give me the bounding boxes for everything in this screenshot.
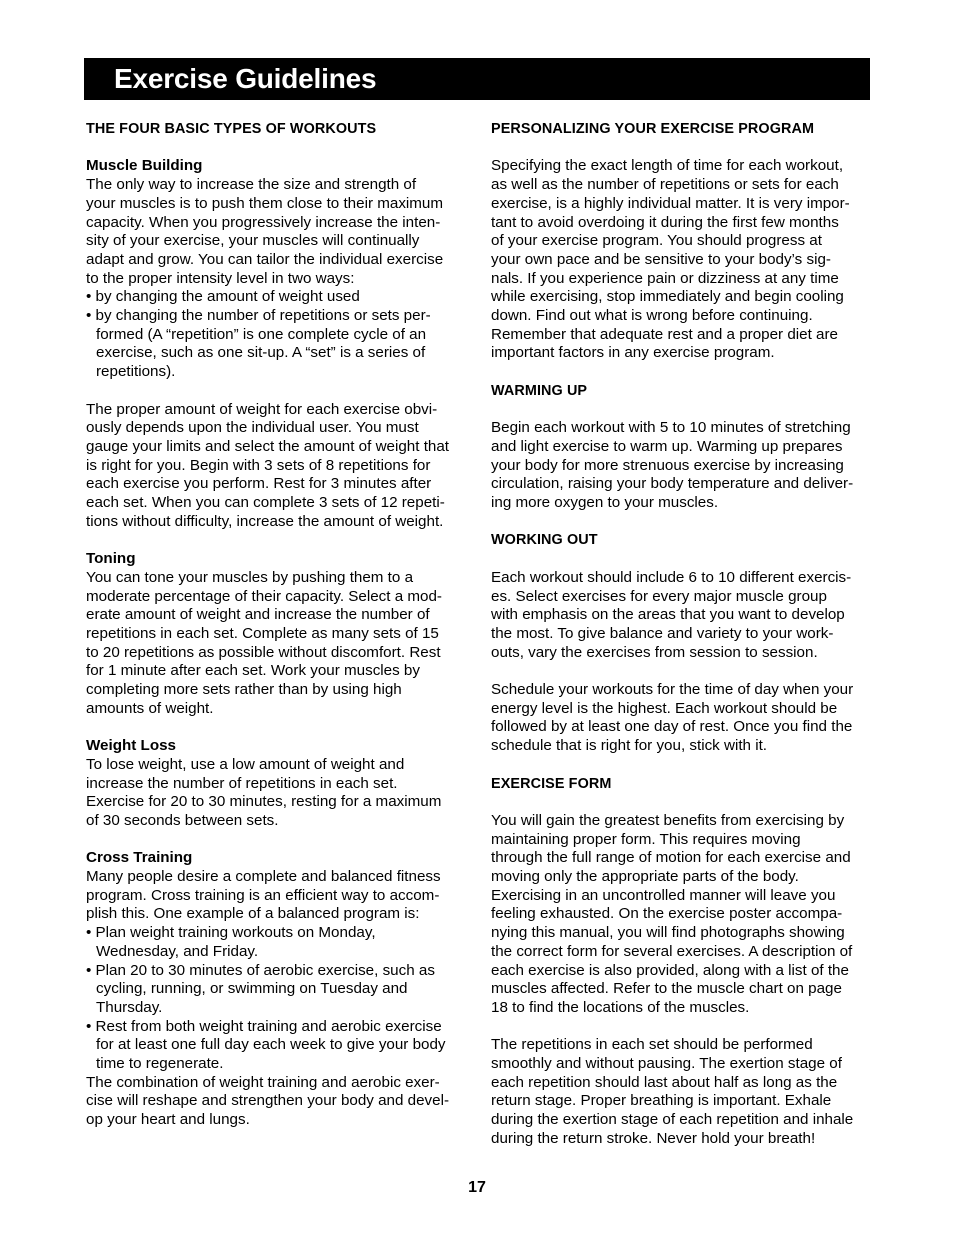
text-line: tant to avoid overdoing it during the first few months	[491, 213, 839, 231]
text-line: your body for more strenuous exercise by increasing	[491, 456, 844, 474]
text-line: repetitions).	[96, 363, 176, 381]
text-line: schedule that is right for you, stick with it.	[491, 737, 768, 755]
text-line: while exercising, stop immediately and begin cooling	[491, 288, 844, 306]
title-banner	[84, 58, 870, 100]
text-line: each set. When you can complete 3 sets of 12 repeti-	[86, 494, 445, 512]
text-line: as well as the number of repetitions or sets for each	[491, 176, 839, 194]
section-heading-exercise-form: EXERCISE FORM	[491, 775, 612, 792]
text-line: Exercising in an uncontrolled manner will leave you	[491, 886, 836, 904]
text-line: with emphasis on the areas that you want to develop	[491, 606, 845, 624]
text-line: each exercise is also provided, along with a list of the	[491, 961, 849, 979]
text-line: The combination of weight training and aerobic exer-	[86, 1073, 440, 1091]
text-line: Specifying the exact length of time for each workout,	[491, 157, 844, 175]
text-line: capacity. When you progressively increase the inten-	[86, 213, 441, 231]
text-line: followed by at least one day of rest. Once you find the	[491, 718, 853, 736]
text-line: through the full range of motion for each exercise and	[491, 849, 851, 867]
text-line: The only way to increase the size and strength of	[86, 176, 417, 194]
text-line: adapt and grow. You can tailor the individual exercise	[86, 250, 444, 268]
paragraph-cross-closing	[86, 1074, 466, 1130]
text-line: increase the number of repetitions in each set.	[86, 774, 398, 792]
text-line: feeling exhausted. On the exercise poster accompa-	[491, 905, 843, 923]
paragraph-cross-training	[86, 868, 466, 924]
left-column	[86, 120, 466, 1130]
subheading-muscle-building: Muscle Building	[86, 157, 203, 175]
text-line: Many people desire a complete and balanced fitness	[86, 868, 441, 886]
text-line: of your exercise program. You should progress at	[491, 232, 822, 250]
bullet-item	[86, 307, 466, 382]
bullet-item	[86, 924, 466, 961]
text-line: • Plan weight training workouts on Monday,	[86, 924, 376, 942]
text-line: cise will reshape and strengthen your body and devel-	[86, 1092, 450, 1110]
text-line: during the return stroke. Never hold your breath!	[491, 1129, 816, 1147]
text-line: You will gain the greatest benefits from exercising by	[491, 811, 845, 829]
text-line: energy level is the highest. Each workout should be	[491, 699, 838, 717]
text-line: gauge your limits and select the amount of weight that	[86, 437, 450, 455]
text-line: The proper amount of weight for each exercise obvi-	[86, 400, 438, 418]
text-line: plish this. One example of a balanced program is:	[86, 905, 420, 923]
subheading-cross-training: Cross Training	[86, 849, 193, 867]
text-line: Begin each workout with 5 to 10 minutes of stretching	[491, 419, 851, 437]
text-line: repetitions in each set. Complete as many sets of 15	[86, 624, 439, 642]
text-line: tions without difficulty, increase the amount of weight.	[86, 512, 444, 530]
paragraph-toning	[86, 569, 466, 719]
bullet-item	[86, 962, 466, 1018]
bullet-item: • by changing the amount of weight used	[86, 288, 360, 306]
text-line: Exercise for 20 to 30 minutes, resting for a maximum	[86, 793, 442, 811]
text-line: moderate percentage of their capacity. Select a mod-	[86, 587, 442, 605]
page-title: Exercise Guidelines	[114, 63, 377, 94]
paragraph-weight-loss	[86, 756, 466, 831]
text-line: down. Find out what is wrong before continuing.	[491, 307, 813, 325]
text-line: muscles affected. Refer to the muscle chart on page	[491, 980, 842, 998]
section-heading-basic-workouts: THE FOUR BASIC TYPES OF WORKOUTS	[86, 121, 377, 137]
page-number: 17	[468, 1179, 486, 1196]
subheading-weight-loss: Weight Loss	[86, 737, 177, 755]
text-line: • by changing the number of repetitions or sets per-	[86, 307, 431, 325]
text-line: To lose weight, use a low amount of weight and	[86, 755, 405, 773]
text-line: important factors in any exercise program.	[491, 344, 775, 362]
text-line: outs, vary the exercises from session to session.	[491, 643, 818, 661]
paragraph-exercise-form	[491, 812, 871, 1018]
text-line: the correct form for several exercises. A description of	[491, 942, 853, 960]
text-line: moving only the appropriate parts of the body.	[491, 868, 799, 885]
text-line: maintaining proper form. This requires moving	[491, 830, 801, 848]
paragraph-schedule	[491, 681, 871, 756]
text-line: nals. If you experience pain or dizziness at any time	[491, 269, 839, 287]
text-line: your muscles is to push them close to their maximum	[86, 194, 444, 212]
text-line: is right for you. Begin with 3 sets of 8 repetitions for	[86, 456, 431, 474]
text-line: Thursday.	[96, 998, 163, 1016]
text-line: exercise, is a highly individual matter. It is very impor-	[491, 194, 850, 212]
paragraph-weight-amount	[86, 401, 466, 532]
text-line: The repetitions in each set should be performed	[491, 1036, 813, 1054]
text-line: • Rest from both weight training and aerobic exercise	[86, 1017, 442, 1035]
text-line: of 30 seconds between sets.	[86, 811, 279, 829]
text-line: completing more sets rather than by using high	[86, 681, 402, 699]
text-line: nying this manual, you will find photographs showing	[491, 924, 845, 942]
text-line: erate amount of weight and increase the number of	[86, 606, 430, 624]
text-line: You can tone your muscles by pushing them to a	[86, 568, 414, 586]
text-line: 18 to find the locations of the muscles.	[491, 998, 750, 1016]
paragraph-personalizing	[491, 157, 871, 363]
text-line: Schedule your workouts for the time of day when your	[491, 681, 854, 698]
subheading-toning: Toning	[86, 550, 136, 568]
text-line: to the proper intensity level in two ways:	[86, 269, 355, 287]
text-line: time to regenerate.	[96, 1055, 224, 1073]
text-line: ing more oxygen to your muscles.	[491, 494, 719, 512]
text-line: each repetition should last about half as long as the	[491, 1073, 838, 1091]
text-line: formed (A “repetition” is one complete cycle of an	[96, 325, 427, 343]
section-heading-personalizing: PERSONALIZING YOUR EXERCISE PROGRAM	[491, 121, 815, 137]
paragraph-repetitions	[491, 1036, 871, 1148]
text-line: during the exertion stage of each repetition and inhale	[491, 1111, 854, 1129]
text-line: your own pace and be sensitive to your body’s sig-	[491, 250, 831, 268]
bullet-item	[86, 1018, 466, 1074]
text-line: op your heart and lungs.	[86, 1111, 250, 1129]
text-line: program. Cross training is an efficient way to accom-	[86, 886, 440, 904]
text-line: Remember that adequate rest and a proper diet are	[491, 325, 838, 343]
text-line: the most. To give balance and variety to your work-	[491, 624, 834, 642]
text-line: to 20 repetitions as possible without discomfort. Rest	[86, 643, 441, 661]
text-line: es. Select exercises for every major muscle group	[491, 587, 827, 605]
right-column	[491, 120, 871, 1149]
text-line: ously depends upon the individual user. You must	[86, 419, 419, 437]
section-heading-working-out: WORKING OUT	[491, 532, 598, 549]
section-heading-warming-up: WARMING UP	[491, 382, 588, 399]
text-line: exercise, such as one sit-up. A “set” is a series of	[96, 344, 426, 362]
text-line: Wednesday, and Friday.	[96, 942, 259, 960]
paragraph-warming-up	[491, 419, 871, 513]
text-line: circulation, raising your body temperature and deliver-	[491, 475, 854, 493]
text-line: each exercise you perform. Rest for 3 minutes after	[86, 475, 432, 493]
paragraph-working-out	[491, 569, 871, 663]
text-line: return stage. Proper breathing is important. Exhale	[491, 1092, 832, 1110]
text-line: amounts of weight.	[86, 699, 214, 717]
text-line: for at least one full day each week to give your body	[96, 1036, 446, 1054]
text-line: sity of your exercise, your muscles will continually	[86, 232, 420, 250]
text-line: for 1 minute after each set. Work your muscles by	[86, 662, 420, 680]
text-line: • Plan 20 to 30 minutes of aerobic exercise, such as	[86, 961, 435, 979]
paragraph-muscle-building	[86, 176, 466, 288]
text-line: Each workout should include 6 to 10 different exercis-	[491, 568, 852, 586]
text-line: cycling, running, or swimming on Tuesday and	[96, 980, 408, 998]
text-line: and light exercise to warm up. Warming up prepares	[491, 437, 843, 455]
text-line: smoothly and without pausing. The exertion stage of	[491, 1055, 842, 1073]
